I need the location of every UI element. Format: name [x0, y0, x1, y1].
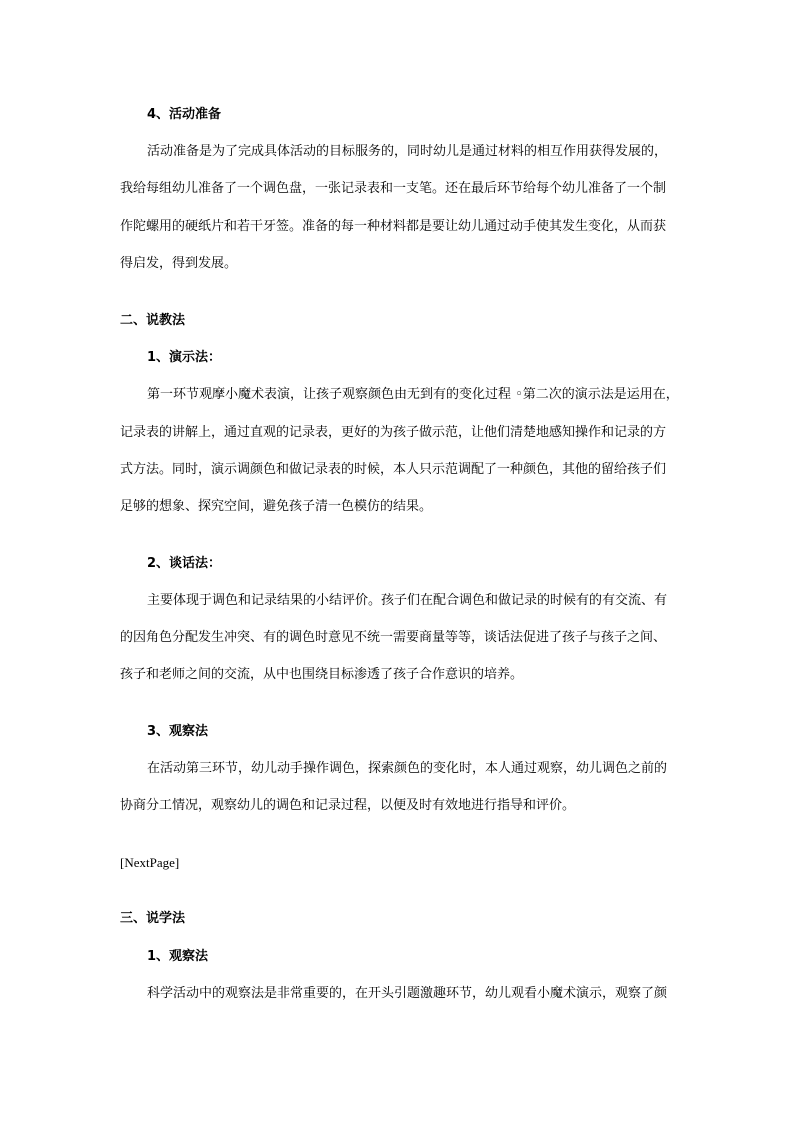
paragraph-line: 科学活动中的观察法是非常重要的，在开头引题激趣环节，幼儿观看小魔术演示，观察了颜: [147, 986, 668, 1001]
paragraph-line: 作陀螺用的硬纸片和若干牙签。准备的每一种材料都是要让幼儿通过动手使其发生变化，从而获: [120, 219, 667, 234]
paragraph-line: 得启发，得到发展。: [120, 256, 238, 271]
paragraph-line: 记录表的讲解上，通过直观的记录表，更好的为孩子做示范，让他们清楚地感知操作和记录的方: [120, 425, 667, 440]
paragraph-line: 式方法。同时，演示调颜色和做记录表的时候，本人只示范调配了一种颜色，其他的留给孩子们: [120, 462, 667, 477]
paragraph-line: 的因角色分配发生冲突、有的调色时意见不统一需要商量等等，谈话法促进了孩子与孩子之间、: [120, 630, 667, 645]
paragraph-line: 我给每组幼儿准备了一个调色盘，一张记录表和一支笔。还在最后环节给每个幼儿准备了一个制: [120, 181, 667, 196]
section-heading-learning-methods: 三、说学法: [120, 911, 186, 926]
subsection-heading-demo: 1、演示法：: [147, 350, 222, 365]
subsection-heading-talk: 2、谈话法：: [147, 556, 222, 571]
paragraph-line: 足够的想象、探究空间，避免孩子清一色模仿的结果。: [120, 499, 433, 514]
paragraph-line: 协商分工情况，观察幼儿的调色和记录过程，以便及时有效地进行指导和评价。: [120, 798, 576, 813]
subsection-heading-learning-observe: 1、观察法: [147, 949, 209, 964]
next-page-marker: [NextPage]: [120, 855, 180, 870]
subsection-heading-observe: 3、观察法: [147, 724, 209, 739]
paragraph-line: 在活动第三环节，幼儿动手操作调色，探索颜色的变化时，本人通过观察，幼儿调色之前的: [147, 761, 668, 776]
paragraph-line: 孩子和老师之间的交流，从中也围绕目标渗透了孩子合作意识的培养。: [120, 667, 524, 682]
section-heading-teaching-methods: 二、说教法: [120, 313, 186, 328]
paragraph-line: 第一环节观摩小魔术表演，让孩子观察颜色由无到有的变化过程 ◦第二次的演示法是运用在，: [147, 387, 679, 402]
section-heading-activity-prep: 4、活动准备: [147, 107, 222, 122]
paragraph-line: 活动准备是为了完成具体活动的目标服务的，同时幼儿是通过材料的相互作用获得发展的，: [147, 144, 668, 159]
paragraph-line: 主要体现于调色和记录结果的小结评价。孩子们在配合调色和做记录的时候有的有交流、有: [147, 593, 668, 608]
